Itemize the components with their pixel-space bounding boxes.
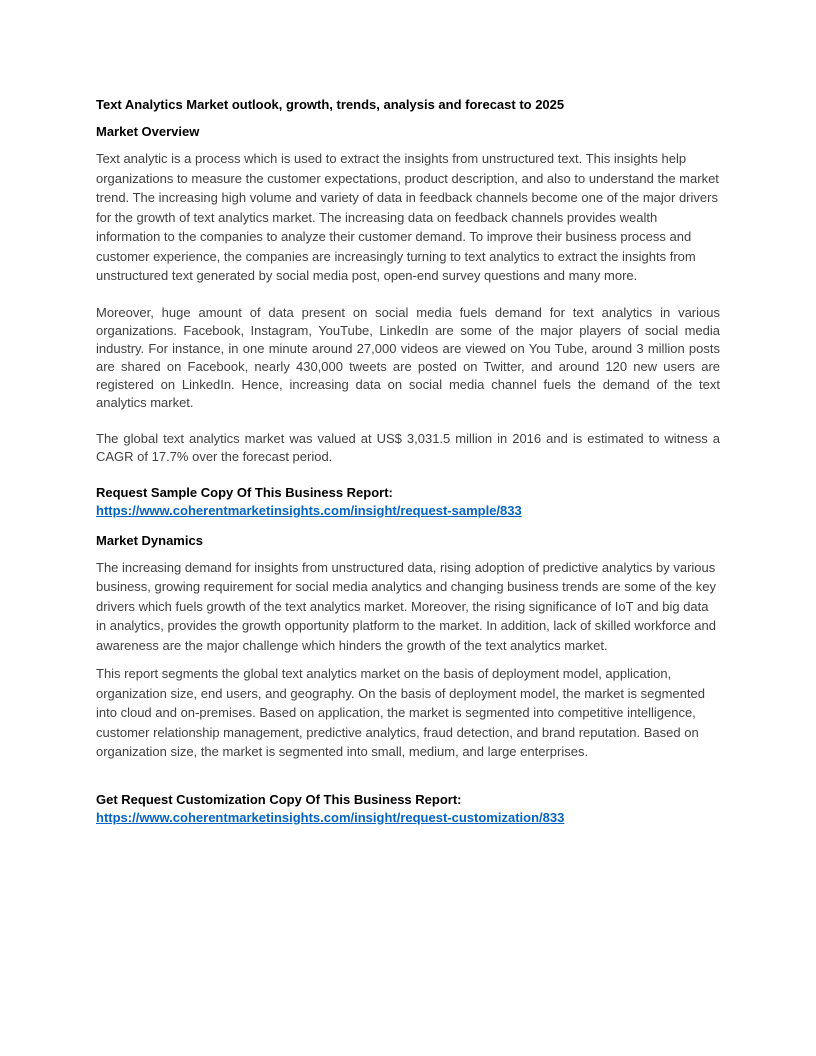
document-title: Text Analytics Market outlook, growth, trends, analysis and forecast to 2025 [96, 97, 565, 112]
overview-paragraph-1: Text analytic is a process which is used to extract the insights from unstructured text. This insights help organizations to measure the customer expectations, product description, and also to understand the market trend. The increasing high volume and variety of data in feedback channels become one of the major drivers for the growth of text analytics market. The increasing data on feedback channels provides wealth information to the companies to analyze their customer demand. To improve their business process and customer experience, the companies are increasingly turning to text analytics to extract the insights from unstructured text generated by social media post, open-end survey questions and many more. [96, 151, 719, 283]
request-customization-link[interactable]: https://www.coherentmarketinsights.com/insight/request-customization/833 [96, 809, 565, 825]
document-page [96, 96, 720, 839]
request-sample-link[interactable]: https://www.coherentmarketinsights.com/insight/request-sample/833 [96, 502, 522, 518]
request-customization-block [96, 791, 720, 827]
market-overview-heading: Market Overview [96, 124, 200, 139]
overview-paragraph-3: The global text analytics market was valued at US$ 3,031.5 million in 2016 and is estimated to witness a CAGR of 17.7% over the forecast period. [96, 430, 720, 464]
dynamics-paragraph-1: The increasing demand for insights from unstructured data, rising adoption of predictive analytics by various business, growing requirement for social media analytics and changing business trends are some of the key drivers which fuels growth of the text analytics market. Moreover, the rising significance of IoT and big data in analytics, provides the growth opportunity platform to the market. In addition, lack of skilled workforce and awareness are the major challenge which hinders the growth of the text analytics market. [96, 559, 717, 653]
request-customization-label: Get Request Customization Copy Of This Business Report: [96, 791, 462, 807]
overview-paragraph-2: Moreover, huge amount of data present on social media fuels demand for text analytics in various organizations. Facebook, Instagram, YouTube, LinkedIn are some of the major players of social media industry. For instance, in one minute around 27,000 videos are viewed on You Tube, around 3 million posts are shared on Facebook, nearly 430,000 tweets are posted on Twitter, and around 120 new users are registered on LinkedIn. Hence, increasing data on social media channel fuels the demand of the text analytics market. [96, 304, 720, 410]
dynamics-paragraph-2: This report segments the global text analytics market on the basis of deployment model, application, organization size, end users, and geography. On the basis of deployment model, the market is segmented into cloud and on-premises. Based on application, the market is segmented into competitive intelligence, customer relationship management, predictive analytics, fraud detection, and brand reputation. Based on organization size, the market is segmented into small, medium, and large enterprises. [96, 666, 705, 759]
request-sample-block [96, 484, 720, 520]
market-dynamics-heading: Market Dynamics [96, 532, 203, 548]
request-sample-label: Request Sample Copy Of This Business Report: [96, 484, 393, 500]
